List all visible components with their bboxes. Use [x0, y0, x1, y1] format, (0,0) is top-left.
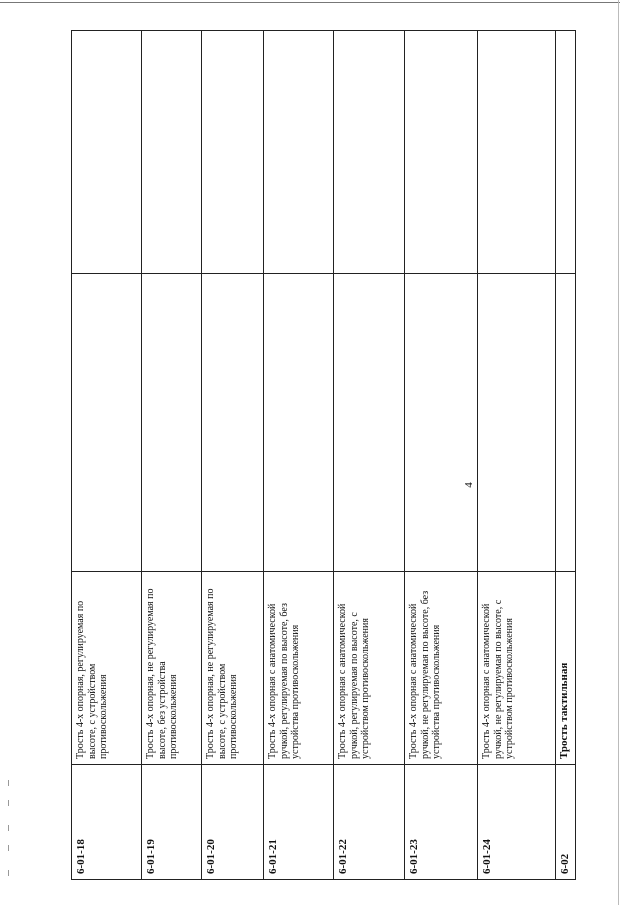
- row-divider: [141, 30, 142, 880]
- row-code: 6-01-19: [145, 839, 157, 874]
- table-row: [201, 30, 263, 880]
- row-name: Трость 4-х опорная с анатомической ручкой, не регулируемая по высоте, с устройством противоскольжения: [481, 599, 516, 759]
- rotated-table-area: [71, 30, 576, 880]
- table-row: [141, 30, 201, 880]
- row-code: 6-01-20: [205, 839, 217, 874]
- row-name: Трость 4-х опорная с анатомической ручкой, регулируемая по высоте, с устройством противоскольжения: [337, 603, 372, 759]
- row-divider: [555, 30, 556, 880]
- row-divider: [201, 30, 202, 880]
- scan-tick: [8, 800, 9, 806]
- row-code: 6-01-22: [337, 839, 349, 874]
- table-border-bottom: [575, 30, 576, 880]
- scan-tick: [8, 870, 9, 876]
- row-code: 6-01-18: [75, 839, 87, 874]
- row-divider: [333, 30, 334, 880]
- table-row: [333, 30, 404, 880]
- scan-tick: [8, 780, 9, 786]
- row-name: Трость 4-х опорная, не регулируемая по высоте, без устройства противоскольжения: [145, 588, 180, 759]
- row-code: 6-01-24: [481, 839, 493, 874]
- row-divider: [477, 30, 478, 880]
- table-row: [263, 30, 333, 880]
- scan-tick: [8, 845, 9, 851]
- row-name: Трость 4-х опорная с анатомической ручкой, регулируемая по высоте, без устройства противоскольжения: [267, 603, 302, 759]
- row-code: 6-02: [559, 853, 571, 874]
- scan-right-edge: [618, 0, 619, 905]
- row-name: Трость 4-х опорная, не регулируемая по высоте, с устройством противоскольжения: [205, 588, 240, 759]
- scan-tick: [8, 825, 9, 831]
- row-name: Трость тактильная: [558, 662, 570, 759]
- page-number: 4: [463, 482, 475, 488]
- row-code: 6-01-23: [408, 839, 420, 874]
- row-name: Трость 4-х опорная с анатомической ручкой, не регулируемая по высоте, без устройства противоскольжения: [408, 590, 443, 759]
- table-row: [71, 30, 141, 880]
- scan-top-edge: [0, 2, 620, 3]
- row-divider: [404, 30, 405, 880]
- table-row: [555, 30, 576, 880]
- row-name: Трость 4-х опорная, регулируемая по высоте, с устройством противоскольжения: [75, 600, 110, 759]
- row-divider: [263, 30, 264, 880]
- row-code: 6-01-21: [267, 839, 279, 874]
- product-table: [71, 30, 576, 880]
- table-row: [477, 30, 555, 880]
- table-row: [404, 30, 477, 880]
